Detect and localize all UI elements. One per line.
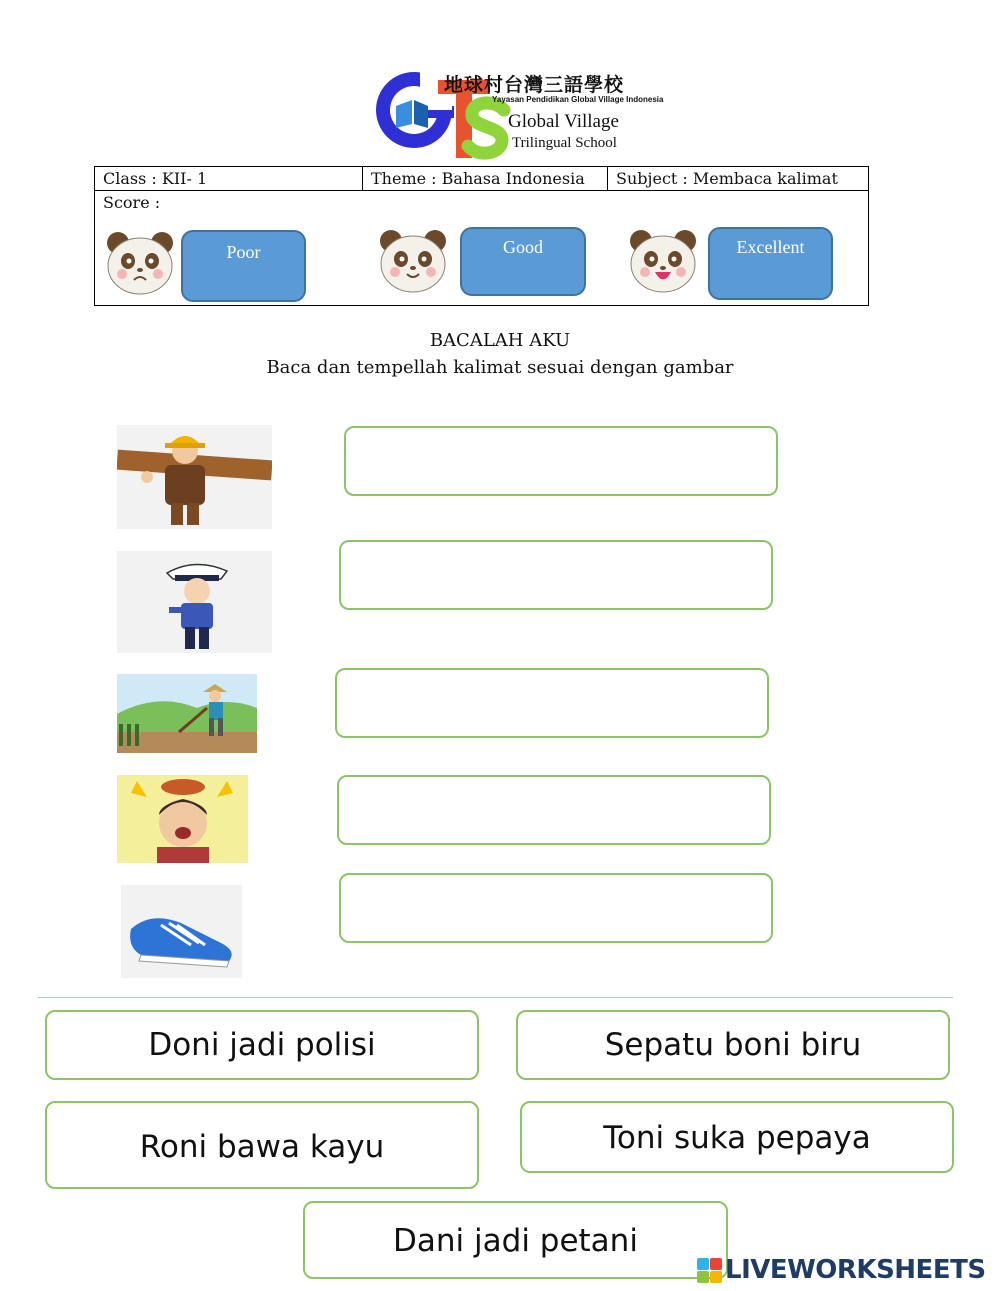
worksheet-title: BACALAH AKU [429, 330, 571, 351]
school-name-chinese: 地球村台灣三語學校 [444, 74, 625, 96]
worksheet-instruction: Baca dan tempellah kalimat sesuai dengan gambar [266, 357, 734, 378]
drop-box-3[interactable] [335, 668, 769, 738]
section-divider [38, 997, 953, 998]
drop-box-1[interactable] [344, 426, 778, 496]
liveworksheets-text: LIVEWORKSHEETS [725, 1255, 986, 1285]
answer-card-doni-polisi[interactable]: Doni jadi polisi [45, 1010, 479, 1080]
info-table [94, 166, 869, 306]
live-badge-icon [697, 1258, 723, 1284]
school-foundation-name: Yayasan Pendidikan Global Village Indonesia [492, 95, 664, 104]
excellent-score-button[interactable]: Excellent [708, 227, 833, 300]
answer-card-dani-petani[interactable]: Dani jadi petani [303, 1201, 728, 1279]
drop-box-5[interactable] [339, 873, 773, 943]
construction-worker-icon [117, 425, 272, 529]
good-score-button[interactable]: Good [460, 227, 586, 296]
sad-panda-icon [105, 229, 175, 295]
theme-field: Theme : Bahasa Indonesia [363, 167, 608, 191]
answer-card-sepatu-biru[interactable]: Sepatu boni biru [516, 1010, 950, 1080]
class-field: Class : KII- 1 [95, 167, 363, 191]
happy-panda-icon [378, 227, 448, 293]
drop-box-2[interactable] [339, 540, 773, 610]
crying-child-icon [117, 775, 248, 863]
school-name-line2: Trilingual School [512, 135, 617, 151]
score-label: Score : [103, 193, 161, 212]
drop-box-4[interactable] [337, 775, 771, 845]
answer-card-roni-kayu[interactable]: Roni bawa kayu [45, 1101, 479, 1189]
excited-panda-icon [628, 227, 698, 293]
poor-score-button[interactable]: Poor [181, 230, 306, 302]
blue-shoe-icon [121, 885, 242, 978]
farmer-icon [117, 674, 257, 753]
school-name-line1: Global Village [508, 111, 619, 132]
subject-field: Subject : Membaca kalimat [608, 167, 868, 191]
police-officer-icon [117, 551, 272, 653]
answer-card-toni-pepaya[interactable]: Toni suka pepaya [520, 1101, 954, 1173]
